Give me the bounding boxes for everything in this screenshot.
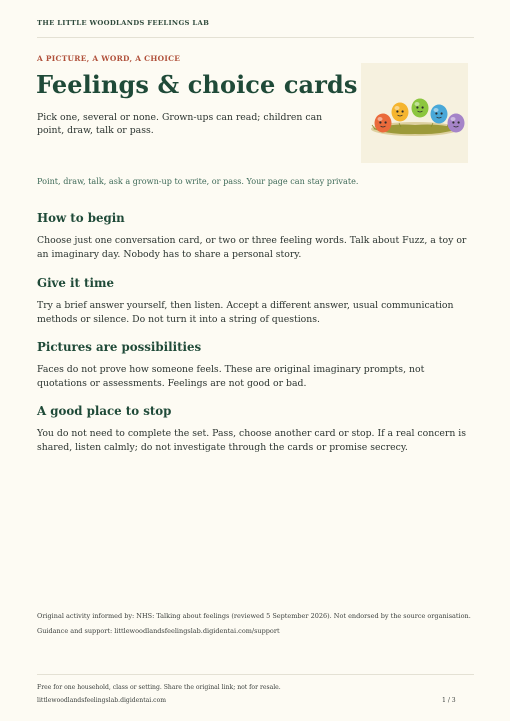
section-heading: Pictures are possibilities [37, 340, 202, 354]
kicker: A PICTURE, A WORD, A CHOICE [37, 54, 181, 63]
feeling-blob [392, 103, 409, 122]
source-credit: Original activity informed by: NHS: Talking about feelings (reviewed 5 September 2026). Not endorsed by the source organisation. [37, 612, 471, 620]
privacy-note: Point, draw, talk, ask a grown-up to write, or pass. Your page can stay private. [37, 176, 359, 186]
blob-eye [441, 112, 443, 114]
blob-shine [378, 117, 383, 121]
blob-shine [451, 117, 456, 121]
section-heading: Give it time [37, 276, 114, 290]
blob-shine [415, 102, 420, 106]
blob-eye [416, 106, 418, 108]
section-heading: How to begin [37, 211, 125, 225]
feeling-blob [431, 105, 448, 124]
blob-eye [379, 121, 381, 123]
section-body: You do not need to complete the set. Pass, choose another card or stop. If a real concern is shared, listen calmly; do not investigate through the cards or promise secrecy. [37, 428, 467, 453]
blob-eye [452, 121, 454, 123]
blob-eye [396, 110, 398, 112]
blob-eye [458, 121, 460, 123]
licence-note: Free for one household, class or setting. Share the original link; not for resale. [37, 684, 281, 691]
section-body: Faces do not prove how someone feels. These are original imaginary prompts, not quotations or assessments. Feelings are not good or bad. [37, 364, 425, 389]
intro-text: Pick one, several or none. Grown-ups can read; children can point, draw, talk or pass. [37, 112, 323, 136]
page-number: 1 / 3 [442, 697, 456, 704]
blob-shine [395, 106, 400, 110]
feeling-blob [375, 114, 392, 133]
footer-divider [37, 674, 474, 675]
site-url[interactable]: littlewoodlandsfeelingslab.digidentai.com [37, 697, 167, 704]
section-a-good-place-to-stop [37, 404, 474, 455]
section-body: Choose just one conversation card, or two or three feeling words. Talk about Fuzz, a toy or an imaginary day. Nobody has to share a personal story. [37, 235, 467, 260]
hero-illustration [361, 63, 468, 163]
colourful-feeling-blobs-icon [361, 63, 468, 163]
page-title: Feelings & choice cards [36, 70, 358, 99]
feeling-blob [412, 99, 429, 118]
section-pictures-are-possibilities [37, 340, 474, 391]
blob-shine [434, 108, 439, 112]
section-heading: A good place to stop [37, 404, 172, 418]
blob-eye [435, 112, 437, 114]
feeling-blob [448, 114, 465, 133]
header-divider [37, 37, 474, 38]
blob-eye [402, 110, 404, 112]
blob-eye [422, 106, 424, 108]
section-how-to-begin [37, 211, 474, 262]
support-link[interactable]: Guidance and support: littlewoodlandsfeelingslab.digidentai.com/support [37, 627, 280, 635]
section-body: Try a brief answer yourself, then listen. Accept a different answer, usual communication methods or silence. Do not turn it into a string of questions. [37, 300, 454, 325]
blob-eye [385, 121, 387, 123]
brand-name: THE LITTLE WOODLANDS FEELINGS LAB [37, 19, 210, 27]
section-give-it-time [37, 276, 474, 327]
